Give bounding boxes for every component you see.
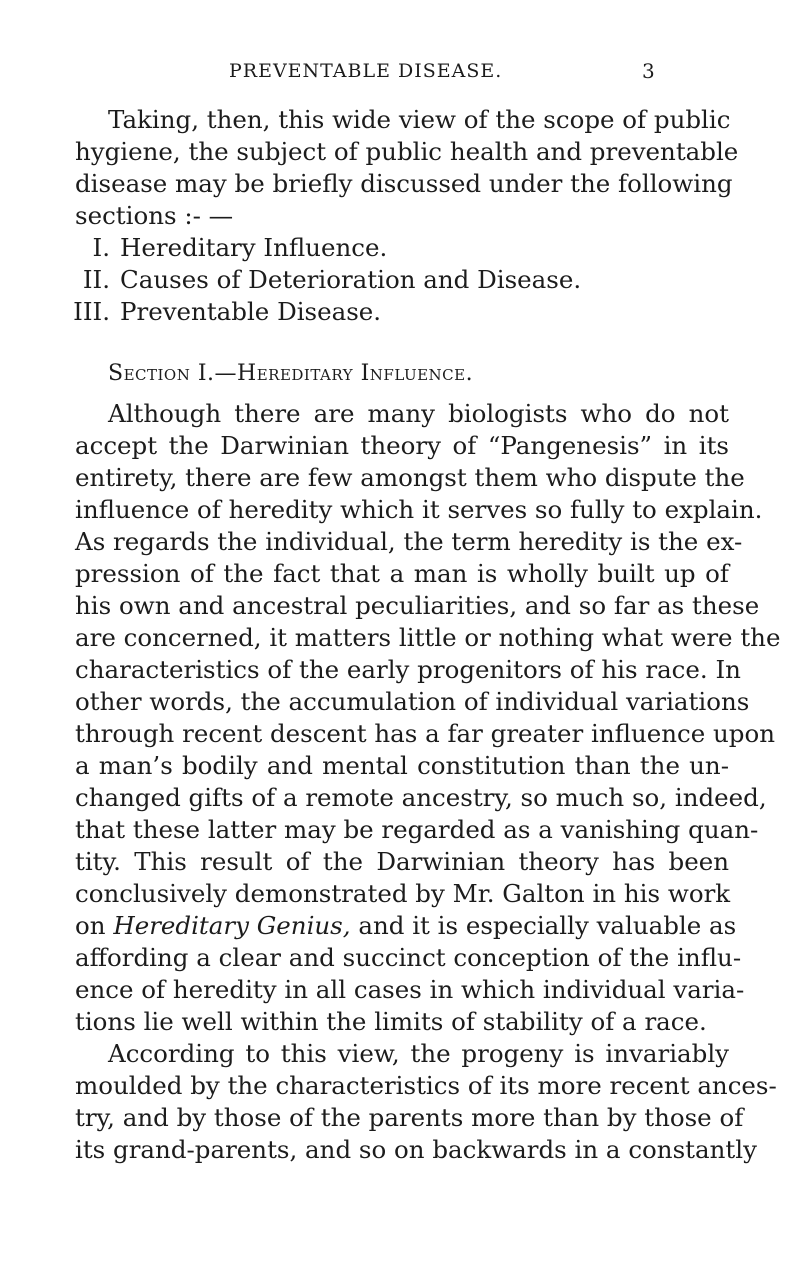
list-item	[65, 232, 387, 264]
body-line: through recent descent has a far greater influence upon	[75, 719, 776, 748]
list-title: Causes of Deterioration and Disease.	[120, 265, 582, 294]
body-line: tions lie well within the limits of stability of a race.	[75, 1007, 707, 1036]
page-number: 3	[642, 59, 655, 83]
body-line: characteristics of the early progenitors of his race. In	[75, 655, 741, 684]
intro-line: Taking, then, this wide view of the scope of public	[108, 105, 731, 134]
intro-line: sections :- —	[75, 201, 234, 230]
list-title: Preventable Disease.	[120, 297, 382, 326]
body-line: his own and ancestral peculiarities, and so far as these	[75, 591, 760, 620]
body-line: accept the Darwinian theory of “Pangenesis” in its	[75, 431, 729, 460]
para2-line: moulded by the characteristics of its more recent ances-	[75, 1071, 777, 1100]
body-line: changed gifts of a remote ancestry, so much so, indeed,	[75, 783, 767, 812]
list-numeral: II.	[82, 265, 110, 294]
body-line: a man’s bodily and mental constitution than the un-	[75, 751, 729, 780]
body-line: As regards the individual, the term heredity is the ex-	[75, 527, 743, 556]
work-line-suffix: and it is especially valuable as	[350, 911, 737, 940]
body-line: pression of the fact that a man is wholly built up of	[75, 559, 729, 588]
body-line: tity. This result of the Darwinian theory has been	[75, 847, 729, 876]
work-title: Hereditary Genius,	[113, 911, 351, 940]
list-numeral: III.	[73, 297, 110, 326]
body-line: other words, the accumulation of individual variations	[75, 687, 750, 716]
body-line-with-title	[75, 910, 737, 942]
intro-line: hygiene, the subject of public health and preventable	[75, 137, 739, 166]
body-line: influence of heredity which it serves so fully to explain.	[75, 495, 763, 524]
list-item	[65, 264, 581, 296]
body-line: Although there are many biologists who do not	[108, 399, 729, 428]
list-title: Hereditary Influence.	[120, 233, 388, 262]
section-heading: Section I.—Hereditary Influence.	[108, 361, 474, 386]
body-line: entirety, there are few amongst them who dispute the	[75, 463, 745, 492]
para2-line: its grand-parents, and so on backwards in a constantly	[75, 1135, 757, 1164]
body-line: conclusively demonstrated by Mr. Galton in his work	[75, 879, 731, 908]
para2-line: try, and by those of the parents more than by those of	[75, 1103, 744, 1132]
intro-line: disease may be briefly discussed under the following	[75, 169, 733, 198]
body-line: that these latter may be regarded as a vanishing quan-	[75, 815, 759, 844]
list-item	[65, 296, 381, 328]
body-line: are concerned, it matters little or nothing what were the	[75, 623, 781, 652]
running-title: PREVENTABLE DISEASE.	[229, 60, 503, 82]
list-numeral: I.	[92, 233, 110, 262]
body-line: affording a clear and succinct conception of the influ-	[75, 943, 742, 972]
body-line: ence of heredity in all cases in which individual varia-	[75, 975, 745, 1004]
para2-line: According to this view, the progeny is invariably	[108, 1039, 729, 1068]
work-line-prefix: on	[75, 911, 114, 940]
